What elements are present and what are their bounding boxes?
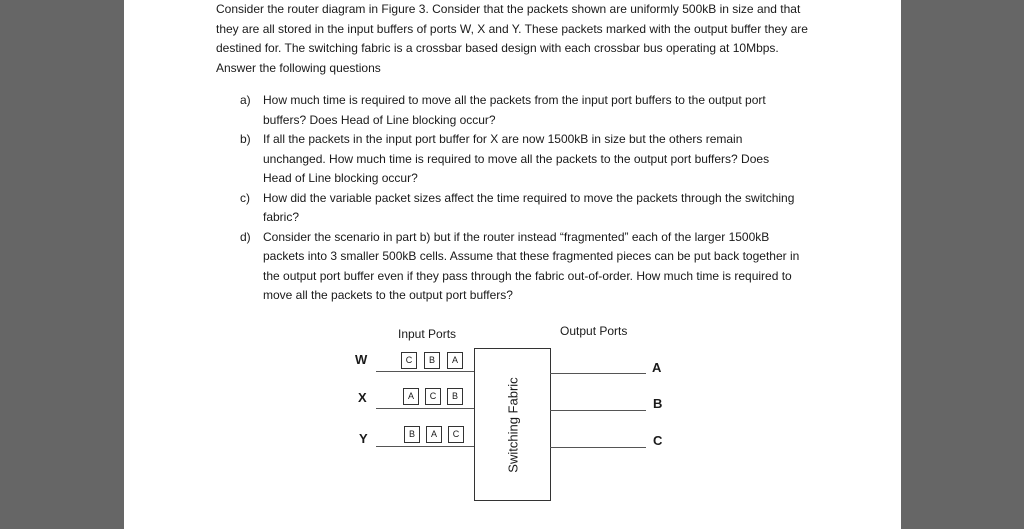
question-text: How did the variable packet sizes affect the time required to move the packets through the switching fabric? (263, 190, 795, 224)
switching-fabric-box (474, 348, 551, 501)
question-d (240, 228, 800, 306)
question-c (240, 189, 800, 228)
switching-fabric-label: Switching Fabric (505, 376, 520, 473)
input-line-w (376, 371, 474, 372)
question-letter: a) (240, 93, 251, 107)
output-line-b (550, 410, 646, 411)
question-a (240, 91, 800, 130)
question-b (240, 130, 800, 189)
question-text: Consider the scenario in part b) but if the router instead “fragmented” each of the larger 1500kB packets into 3 smaller 500kB cells. Assume that these fragmented pieces can be put back together in the output port buffer even if they pass through the fabric out-of-order. How much time is required to move all the packets to the output port buffers? (263, 229, 800, 302)
output-port-b-label: B (653, 396, 663, 411)
input-ports-header: Input Ports (398, 327, 457, 341)
packet-cell-w-1: C (401, 352, 417, 369)
packet-cell-w-2: B (424, 352, 440, 369)
question-letter: c) (240, 190, 250, 205)
question-letter: b) (240, 132, 251, 146)
packet-cell-y-3: C (448, 426, 464, 443)
input-line-x (376, 408, 474, 409)
question-text: How much time is required to move all the packets from the input port buffers to the output port buffers? Does Head of Line blocking occur? (263, 93, 766, 127)
question-text: If all the packets in the input port buffer for X are now 1500kB in size but the others remain unchanged. How much time is required to move all the packets to the output port buffers? Does Head of Line blocking occur? (263, 132, 770, 185)
input-port-x-label: X (358, 390, 367, 405)
packet-cell-x-2: C (425, 388, 441, 405)
intro-paragraph: Consider the router diagram in Figure 3. Consider that the packets shown are uniformly 500kB in size and that they are all stored in the input buffers of ports W, X and Y. These packets marked with the output buffer they are destined for. The switching fabric is a crossbar based design with each crossbar bus operating at 10Mbps. Answer the following questions (216, 2, 808, 75)
output-port-c-label: C (653, 433, 663, 448)
input-port-w-label: W (355, 352, 368, 367)
output-line-a (550, 373, 646, 374)
document-page (124, 0, 901, 529)
packet-cell-y-2: A (426, 426, 442, 443)
question-letter: d) (240, 229, 251, 244)
output-ports-header: Output Ports (560, 324, 628, 338)
output-line-c (550, 447, 646, 448)
packet-cell-x-1: A (403, 388, 419, 405)
packet-cell-x-3: B (447, 388, 463, 405)
packet-cell-y-1: B (404, 426, 420, 443)
input-line-y (376, 446, 474, 447)
packet-cell-w-3: A (447, 352, 463, 369)
output-port-a-label: A (652, 360, 662, 375)
question-list (240, 91, 800, 306)
input-port-y-label: Y (359, 431, 368, 446)
